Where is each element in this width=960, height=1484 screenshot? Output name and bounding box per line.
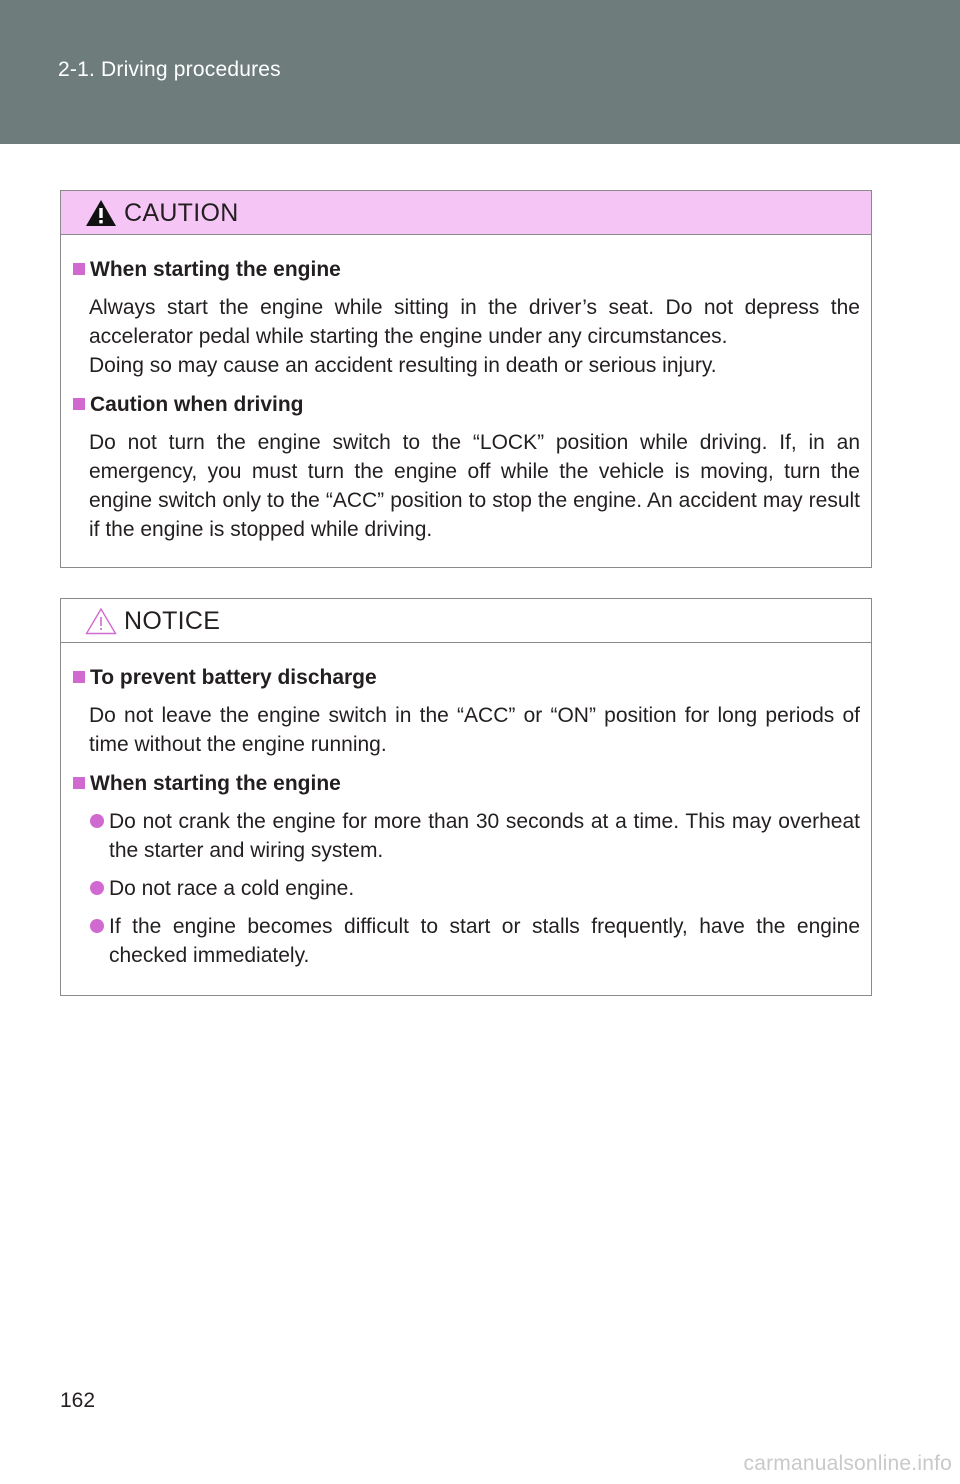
notice-title: NOTICE <box>124 607 221 635</box>
notice-box <box>60 598 872 996</box>
caution-title: CAUTION <box>124 199 239 227</box>
section-title: 2-1. Driving procedures <box>58 58 281 81</box>
warning-triangle-filled-icon <box>85 199 117 227</box>
heading-label: Caution when driving <box>90 393 304 416</box>
square-bullet-icon <box>73 398 85 410</box>
list-item <box>73 874 860 903</box>
round-bullet-icon <box>90 881 104 895</box>
notice-heading-battery <box>73 663 860 692</box>
notice-heading-starting <box>73 769 860 798</box>
paragraph-line: Always start the engine while sitting in the driver’s seat. Do not depress the accelerator pedal while starting the engine under any circumstances. <box>89 296 860 348</box>
round-bullet-icon <box>90 919 104 933</box>
list-item <box>73 807 860 865</box>
heading-label: When starting the engine <box>90 258 341 281</box>
paragraph-line: Do not turn the engine switch to the “LOCK” position while driving. If, in an emergency, you must turn the engine off while the vehicle is moving, turn the engine switch only to the “ACC” position to stop the engine. An accident may result if the engine is stopped while driving. <box>89 431 860 541</box>
square-bullet-icon <box>73 777 85 789</box>
list-item-text: Do not crank the engine for more than 30 seconds at a time. This may overheat the starter and wiring system. <box>109 810 860 862</box>
caution-text-starting <box>73 293 860 380</box>
round-bullet-icon <box>90 814 104 828</box>
heading-label: When starting the engine <box>90 772 341 795</box>
watermark: carmanualsonline.info <box>743 1452 952 1475</box>
page-number: 162 <box>60 1389 96 1412</box>
square-bullet-icon <box>73 263 85 275</box>
list-item <box>73 912 860 970</box>
caution-header <box>61 191 871 235</box>
paragraph-line: Doing so may cause an accident resulting in death or serious injury. <box>89 354 717 377</box>
warning-triangle-outline-icon <box>85 607 117 635</box>
caution-box <box>60 190 872 568</box>
square-bullet-icon <box>73 671 85 683</box>
list-item-text: Do not race a cold engine. <box>109 877 355 900</box>
notice-text-battery: Do not leave the engine switch in the “ACC” or “ON” position for long periods of time without the engine running. <box>89 704 860 756</box>
notice-header <box>61 599 871 643</box>
caution-text-driving <box>73 428 860 544</box>
caution-heading-starting <box>73 255 860 284</box>
caution-heading-driving <box>73 390 860 419</box>
page-header <box>0 0 960 144</box>
list-item-text: If the engine becomes difficult to start or stalls frequently, have the engine checked immediately. <box>109 915 860 967</box>
heading-label: To prevent battery discharge <box>90 666 377 689</box>
